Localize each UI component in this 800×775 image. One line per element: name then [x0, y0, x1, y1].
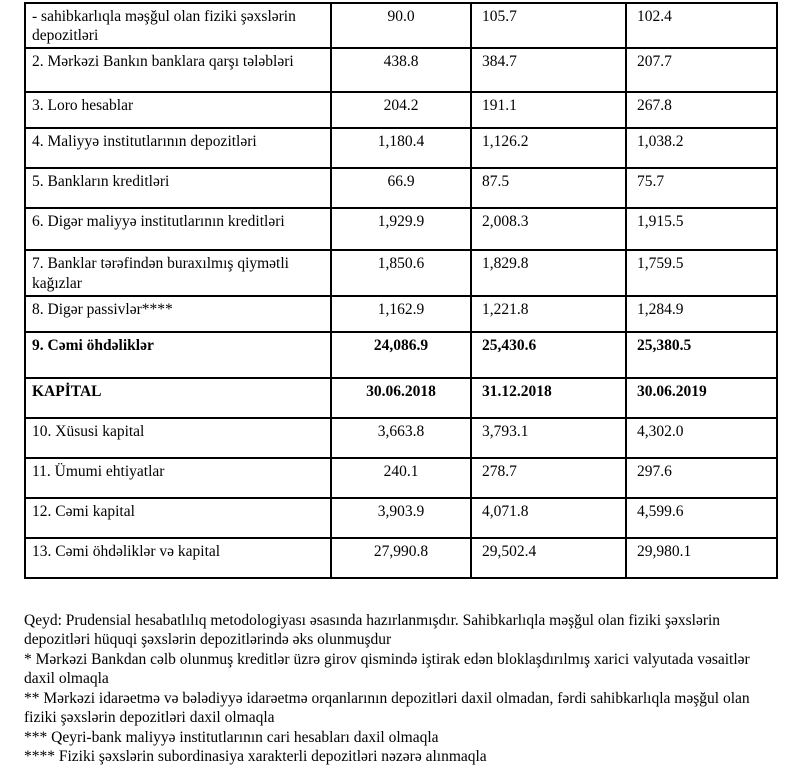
- table-row: [25, 168, 777, 208]
- cell-value: 25,430.6: [471, 332, 626, 378]
- cell-value: 438.8: [331, 48, 471, 92]
- cell-value: 3,903.9: [331, 498, 471, 538]
- table-row: [25, 498, 777, 538]
- row-label: 5. Bankların kreditləri: [25, 168, 331, 208]
- row-label: 9. Cəmi öhdəliklər: [25, 332, 331, 378]
- table-row: [25, 418, 777, 458]
- grand-total-row: [25, 538, 777, 578]
- cell-value: 191.1: [471, 92, 626, 128]
- cell-value: 297.6: [626, 458, 777, 498]
- cell-value: 1,850.6: [331, 250, 471, 295]
- footnote-1: * Mərkəzi Bankdan cəlb olunmuş kreditlər üzrə girov qismində iştirak edən bloklaşdırılmış xarici valyutada vəsaitlər daxil olmaqla: [24, 650, 750, 688]
- cell-value: 25,380.5: [626, 332, 777, 378]
- cell-value: 29,980.1: [626, 538, 777, 578]
- cell-value: 384.7: [471, 48, 626, 92]
- cell-value: 1,759.5: [626, 250, 777, 295]
- cell-value: 4,302.0: [626, 418, 777, 458]
- cell-value: 102.4: [626, 3, 777, 48]
- liabilities-capital-table: [24, 2, 778, 579]
- table-row: [25, 208, 777, 250]
- cell-value: 3,663.8: [331, 418, 471, 458]
- cell-value: 207.7: [626, 48, 777, 92]
- cell-value: 27,990.8: [331, 538, 471, 578]
- row-label: 3. Loro hesablar: [25, 92, 331, 128]
- cell-value: 90.0: [331, 3, 471, 48]
- cell-value: 278.7: [471, 458, 626, 498]
- cell-value: 1,829.8: [471, 250, 626, 295]
- row-label: - sahibkarlıqla məşğul olan fiziki şəxslərin depozitləri: [25, 3, 331, 48]
- table-row: [25, 128, 777, 168]
- column-date-header: 31.12.2018: [471, 378, 626, 418]
- column-date-header: 30.06.2018: [331, 378, 471, 418]
- cell-value: 1,915.5: [626, 208, 777, 250]
- row-label: 10. Xüsusi kapital: [25, 418, 331, 458]
- cell-value: 1,221.8: [471, 296, 626, 332]
- cell-value: 204.2: [331, 92, 471, 128]
- cell-value: 1,038.2: [626, 128, 777, 168]
- cell-value: 1,162.9: [331, 296, 471, 332]
- cell-value: 2,008.3: [471, 208, 626, 250]
- cell-value: 87.5: [471, 168, 626, 208]
- table-row: [25, 3, 777, 48]
- row-label: 4. Maliyyə institutlarının depozitləri: [25, 128, 331, 168]
- cell-value: 4,071.8: [471, 498, 626, 538]
- cell-value: 3,793.1: [471, 418, 626, 458]
- cell-value: 29,502.4: [471, 538, 626, 578]
- cell-value: 75.7: [626, 168, 777, 208]
- section-title: KAPİTAL: [25, 378, 331, 418]
- row-label: 11. Ümumi ehtiyatlar: [25, 458, 331, 498]
- note-qeyd: Qeyd: Prudensial hesabatlılıq metodologiyası əsasında hazırlanmışdır. Sahibkarlıqla məşğul olan fiziki şəxslərin depozitləri hüquqi şəxslərin depozitlərində əks olunmuşdur: [24, 611, 721, 649]
- cell-value: 1,126.2: [471, 128, 626, 168]
- row-label: 13. Cəmi öhdəliklər və kapital: [25, 538, 331, 578]
- capital-section-header-row: [25, 378, 777, 418]
- cell-value: 105.7: [471, 3, 626, 48]
- table-row: [25, 92, 777, 128]
- row-label: 8. Digər passivlər****: [25, 296, 331, 332]
- cell-value: 4,599.6: [626, 498, 777, 538]
- table-row: [25, 48, 777, 92]
- cell-value: 240.1: [331, 458, 471, 498]
- cell-value: 1,180.4: [331, 128, 471, 168]
- footnote-3: *** Qeyri-bank maliyyə institutlarının cari hesabları daxil olmaqla: [24, 728, 439, 746]
- cell-value: 1,929.9: [331, 208, 471, 250]
- cell-value: 66.9: [331, 168, 471, 208]
- footnote-4: **** Fiziki şəxslərin subordinasiya xarakterli depozitləri nəzərə alınmaqla: [24, 748, 487, 766]
- notes-section: [24, 611, 780, 767]
- row-label: 12. Cəmi kapital: [25, 498, 331, 538]
- row-label: 6. Digər maliyyə institutlarının kreditləri: [25, 208, 331, 250]
- cell-value: 267.8: [626, 92, 777, 128]
- table-row: [25, 458, 777, 498]
- cell-value: 1,284.9: [626, 296, 777, 332]
- cell-value: 24,086.9: [331, 332, 471, 378]
- footnote-2: ** Mərkəzi idarəetmə və bələdiyyə idarəetmə orqanlarının depozitləri daxil olmadan, fərdi sahibkarlıqla məşğul olan fiziki şəxslərin depozitləri daxil olmaqla: [24, 689, 750, 727]
- row-label: 2. Mərkəzi Bankın banklara qarşı tələbləri: [25, 48, 331, 92]
- total-liabilities-row: [25, 332, 777, 378]
- column-date-header: 30.06.2019: [626, 378, 777, 418]
- table-row: [25, 250, 777, 295]
- table-row: [25, 296, 777, 332]
- row-label: 7. Banklar tərəfindən buraxılmış qiymətli kağızlar: [25, 250, 331, 295]
